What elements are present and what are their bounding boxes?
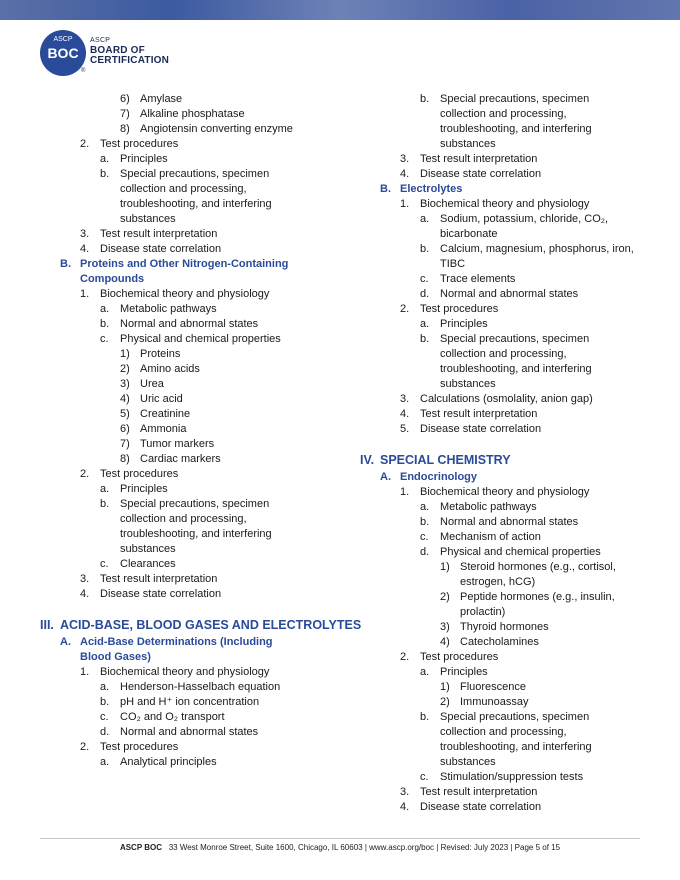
outline-item [360, 347, 660, 362]
outline-number: b. [100, 318, 110, 330]
outline-text: Ammonia [140, 423, 187, 435]
outline-item [360, 92, 660, 107]
outline-text: Henderson-Hasselbach equation [120, 681, 281, 693]
outline-item [40, 437, 340, 452]
outline-number: a. [100, 756, 110, 768]
outline-item [360, 725, 660, 740]
outline-item [40, 377, 340, 392]
outline-number: 6) [120, 93, 130, 105]
outline-text: Metabolic pathways [440, 501, 537, 513]
outline-item [40, 587, 340, 602]
outline-text: Disease state correlation [420, 801, 542, 813]
outline-item [40, 212, 340, 227]
outline-item [360, 453, 660, 470]
outline-number: 2. [80, 138, 90, 150]
outline-item [40, 482, 340, 497]
outline-item [360, 257, 660, 272]
outline-number: 3) [440, 621, 450, 633]
outline-item [40, 467, 340, 482]
outline-text: collection and processing, [440, 108, 567, 120]
outline-item [40, 407, 340, 422]
outline-number: 4. [400, 801, 410, 813]
outline-item [360, 227, 660, 242]
outline-number: d. [420, 546, 430, 558]
outline-item [360, 695, 660, 710]
logo-line-3: CERTIFICATION [90, 55, 170, 66]
outline-number: 8) [120, 123, 130, 135]
outline-number: 4) [440, 636, 450, 648]
logo-badge [40, 30, 86, 76]
outline-text: Proteins and Other Nitrogen-Containing [80, 258, 289, 270]
outline-number: a. [100, 483, 110, 495]
outline-number: a. [100, 303, 110, 315]
outline-number: 4) [120, 393, 130, 405]
outline-text: collection and processing, [120, 183, 247, 195]
outline-text: Clearances [120, 558, 176, 570]
outline-item [360, 740, 660, 755]
outline-item [360, 650, 660, 665]
outline-number: b. [100, 498, 110, 510]
outline-text: Biochemical theory and physiology [100, 288, 270, 300]
outline-item [40, 287, 340, 302]
outline-item [40, 122, 340, 137]
outline-text: Normal and abnormal states [120, 726, 259, 738]
outline-text: CO₂ and O₂ transport [120, 711, 225, 723]
outline-number: a. [100, 153, 110, 165]
outline-item [360, 242, 660, 257]
outline-text: Acid-Base Determinations (Including [80, 636, 273, 648]
outline-text: Peptide hormones (e.g., insulin, [460, 591, 615, 603]
outline-number: a. [420, 501, 430, 513]
outline-text: Disease state correlation [420, 168, 542, 180]
outline-number: b. [420, 516, 430, 528]
outline-text: Normal and abnormal states [440, 288, 579, 300]
outline-text: Tumor markers [140, 438, 215, 450]
outline-item [360, 755, 660, 770]
outline-text: Mechanism of action [440, 531, 541, 543]
outline-text: troubleshooting, and interfering [440, 123, 592, 135]
outline-item [40, 167, 340, 182]
outline-number: 6) [120, 423, 130, 435]
outline-number: c. [100, 333, 109, 345]
outline-text: Special precautions, specimen [120, 498, 270, 510]
outline-text: Blood Gases) [80, 651, 151, 663]
outline-text: Test result interpretation [420, 153, 538, 165]
outline-text: SPECIAL CHEMISTRY [380, 453, 511, 467]
outline-item [40, 710, 340, 725]
outline-text: collection and processing, [440, 726, 567, 738]
outline-text: Physical and chemical properties [440, 546, 601, 558]
outline-item [40, 242, 340, 257]
outline-number: 1. [80, 288, 90, 300]
outline-text: substances [440, 756, 496, 768]
outline-item [360, 197, 660, 212]
outline-text: Biochemical theory and physiology [420, 486, 590, 498]
outline-item [40, 332, 340, 347]
outline-text: Test result interpretation [420, 786, 538, 798]
outline-item [360, 470, 660, 485]
outline-item [360, 665, 660, 680]
outline-item [40, 527, 340, 542]
outline-item [40, 137, 340, 152]
outline-item [360, 770, 660, 785]
outline-item [360, 545, 660, 560]
outline-text: ACID-BASE, BLOOD GASES AND ELECTROLYTES [60, 618, 362, 632]
outline-number: 1) [440, 561, 450, 573]
outline-item [40, 452, 340, 467]
outline-item [40, 497, 340, 512]
outline-item [360, 107, 660, 122]
outline-text: troubleshooting, and interfering [440, 741, 592, 753]
outline-item [360, 182, 660, 197]
outline-number: 4. [400, 408, 410, 420]
outline-number: 8) [120, 453, 130, 465]
outline-text: prolactin) [460, 606, 506, 618]
outline-text: Physical and chemical properties [120, 333, 281, 345]
outline-number: IV. [360, 453, 375, 467]
outline-number: b. [100, 168, 110, 180]
outline-number: 5) [120, 408, 130, 420]
outline-text: Test procedures [420, 651, 499, 663]
outline-item [360, 212, 660, 227]
outline-item [360, 422, 660, 437]
outline-item [40, 347, 340, 362]
outline-number: 2) [120, 363, 130, 375]
outline-item [360, 500, 660, 515]
outline-number: 2. [80, 468, 90, 480]
outline-text: Special precautions, specimen [440, 333, 590, 345]
outline-text: substances [120, 543, 176, 555]
outline-number: c. [420, 531, 429, 543]
outline-item [360, 560, 660, 575]
outline-item [40, 740, 340, 755]
logo-badge-small: ASCP [53, 36, 73, 43]
logo-line-2: BOARD OF [90, 45, 145, 56]
outline-text: Stimulation/suppression tests [440, 771, 584, 783]
outline-number: b. [420, 333, 430, 345]
outline-number: B. [60, 258, 71, 270]
outline-number: B. [380, 183, 391, 195]
outline-item [360, 302, 660, 317]
outline-text: collection and processing, [120, 513, 247, 525]
outline-item [360, 605, 660, 620]
outline-text: Trace elements [440, 273, 516, 285]
outline-text: Calcium, magnesium, phosphorus, iron, [440, 243, 634, 255]
outline-number: 2) [440, 696, 450, 708]
outline-item [360, 575, 660, 590]
outline-item [40, 512, 340, 527]
outline-item [40, 635, 340, 650]
outline-item [40, 542, 340, 557]
header-banner [0, 0, 680, 20]
outline-number: 1. [80, 666, 90, 678]
outline-item [360, 485, 660, 500]
outline-item [360, 272, 660, 287]
outline-item [40, 257, 340, 272]
outline-text: Uric acid [140, 393, 183, 405]
outline-item [360, 392, 660, 407]
outline-item [360, 122, 660, 137]
outline-number: b. [100, 696, 110, 708]
outline-number: 3. [80, 573, 90, 585]
outline-item [40, 680, 340, 695]
page-footer [0, 843, 680, 852]
outline-text: Principles [120, 153, 168, 165]
outline-item [360, 137, 660, 152]
outline-number: 4. [400, 168, 410, 180]
outline-text: Creatinine [140, 408, 191, 420]
outline-item [40, 422, 340, 437]
outline-number: 2. [400, 303, 410, 315]
outline-item [360, 407, 660, 422]
registered-mark: ® [81, 68, 86, 74]
outline-item [40, 302, 340, 317]
ascp-boc-logo[interactable] [40, 30, 190, 75]
outline-item [40, 618, 362, 635]
content-column-right [360, 92, 660, 815]
outline-text: TIBC [440, 258, 466, 270]
outline-number: c. [420, 771, 429, 783]
outline-number: 3. [80, 228, 90, 240]
outline-item [40, 152, 340, 167]
outline-text: Test procedures [100, 741, 179, 753]
outline-text: Thyroid hormones [460, 621, 549, 633]
outline-number: III. [40, 618, 54, 632]
outline-text: Amino acids [140, 363, 200, 375]
outline-number: 4. [80, 588, 90, 600]
outline-text: Cardiac markers [140, 453, 221, 465]
outline-item [40, 317, 340, 332]
outline-text: Principles [440, 666, 488, 678]
outline-number: a. [420, 318, 430, 330]
outline-item [360, 152, 660, 167]
outline-text: Immunoassay [460, 696, 529, 708]
outline-item [360, 785, 660, 800]
outline-number: d. [420, 288, 430, 300]
outline-text: Sodium, potassium, chloride, CO₂, [440, 213, 609, 225]
outline-text: Urea [140, 378, 164, 390]
outline-item [360, 620, 660, 635]
outline-text: troubleshooting, and interfering [120, 198, 272, 210]
outline-text: Disease state correlation [100, 588, 222, 600]
outline-text: pH and H⁺ ion concentration [120, 696, 260, 708]
outline-number: c. [100, 711, 109, 723]
outline-text: Principles [440, 318, 488, 330]
outline-text: substances [440, 138, 496, 150]
outline-text: Test result interpretation [100, 573, 218, 585]
outline-item [360, 362, 660, 377]
outline-item [360, 680, 660, 695]
outline-text: Normal and abnormal states [120, 318, 259, 330]
outline-item [40, 272, 340, 287]
outline-number: d. [100, 726, 110, 738]
outline-text: Endocrinology [400, 471, 477, 483]
outline-text: Amylase [140, 93, 183, 105]
outline-text: Test procedures [100, 138, 179, 150]
outline-text: Test procedures [420, 303, 499, 315]
footer-org: ASCP BOC [119, 843, 163, 852]
outline-item [360, 530, 660, 545]
outline-text: Test procedures [100, 468, 179, 480]
outline-number: a. [420, 213, 430, 225]
outline-item [40, 107, 340, 122]
outline-number: A. [380, 471, 391, 483]
outline-number: a. [100, 681, 110, 693]
outline-item [360, 437, 660, 452]
outline-item [40, 695, 340, 710]
content-column-left [40, 92, 362, 770]
outline-text: troubleshooting, and interfering [440, 363, 592, 375]
outline-text: Alkaline phosphatase [140, 108, 245, 120]
outline-number: 3. [400, 393, 410, 405]
outline-text: Principles [120, 483, 168, 495]
outline-item [360, 167, 660, 182]
outline-text: Proteins [140, 348, 181, 360]
outline-item [40, 182, 340, 197]
outline-text: bicarbonate [440, 228, 498, 240]
outline-text: Test result interpretation [100, 228, 218, 240]
outline-text: Biochemical theory and physiology [100, 666, 270, 678]
footer-divider [40, 838, 640, 839]
outline-text: Special precautions, specimen [440, 93, 590, 105]
outline-number: 2) [440, 591, 450, 603]
outline-number: 1. [400, 198, 410, 210]
outline-text: Biochemical theory and physiology [420, 198, 590, 210]
outline-text: Special precautions, specimen [120, 168, 270, 180]
outline-item [40, 92, 340, 107]
outline-item [40, 755, 340, 770]
outline-number: c. [420, 273, 429, 285]
outline-item [360, 800, 660, 815]
outline-text: Calculations (osmolality, anion gap) [420, 393, 593, 405]
outline-number: 5. [400, 423, 410, 435]
outline-item [40, 557, 340, 572]
outline-text: estrogen, hCG) [460, 576, 536, 588]
outline-item [40, 197, 340, 212]
outline-text: substances [120, 213, 176, 225]
outline-number: 1) [440, 681, 450, 693]
outline-item [360, 710, 660, 725]
outline-text: Electrolytes [400, 183, 463, 195]
outline-item [360, 287, 660, 302]
outline-text: collection and processing, [440, 348, 567, 360]
logo-wordmark [90, 36, 169, 66]
outline-item [360, 635, 660, 650]
outline-number: 1) [120, 348, 130, 360]
outline-item [40, 227, 340, 242]
outline-text: Metabolic pathways [120, 303, 217, 315]
outline-number: c. [100, 558, 109, 570]
outline-number: 2. [400, 651, 410, 663]
outline-item [360, 377, 660, 392]
outline-number: A. [60, 636, 71, 648]
outline-number: b. [420, 243, 430, 255]
outline-item [40, 392, 340, 407]
outline-number: a. [420, 666, 430, 678]
outline-item [40, 665, 340, 680]
outline-text: Disease state correlation [420, 423, 542, 435]
outline-text: Test result interpretation [420, 408, 538, 420]
outline-text: Compounds [80, 273, 145, 285]
footer-details: 33 West Monroe Street, Suite 1600, Chicago, IL 60603 | www.ascp.org/boc | Revised: July 2023 | Page 5 of 15 [168, 843, 561, 852]
outline-item [40, 650, 340, 665]
outline-text: Special precautions, specimen [440, 711, 590, 723]
outline-item [360, 590, 660, 605]
outline-number: 1. [400, 486, 410, 498]
outline-item [40, 602, 340, 617]
logo-badge-boc: BOC [47, 45, 79, 61]
outline-item [360, 317, 660, 332]
outline-text: Fluorescence [460, 681, 527, 693]
logo-line-1: ASCP [90, 37, 111, 44]
outline-number: 3) [120, 378, 130, 390]
outline-text: Disease state correlation [100, 243, 222, 255]
outline-number: 7) [120, 438, 130, 450]
outline-item [40, 362, 340, 377]
outline-text: troubleshooting, and interfering [120, 528, 272, 540]
outline-number: 3. [400, 786, 410, 798]
outline-text: Normal and abnormal states [440, 516, 579, 528]
outline-item [40, 725, 340, 740]
outline-number: 4. [80, 243, 90, 255]
outline-text: Analytical principles [120, 756, 217, 768]
outline-text: Angiotensin converting enzyme [140, 123, 293, 135]
outline-number: 3. [400, 153, 410, 165]
outline-text: substances [440, 378, 496, 390]
outline-item [360, 332, 660, 347]
outline-number: 2. [80, 741, 90, 753]
outline-number: b. [420, 711, 430, 723]
outline-number: 7) [120, 108, 130, 120]
outline-text: Steroid hormones (e.g., cortisol, [460, 561, 616, 573]
outline-number: b. [420, 93, 430, 105]
outline-item [360, 515, 660, 530]
outline-item [40, 572, 340, 587]
outline-text: Catecholamines [460, 636, 539, 648]
